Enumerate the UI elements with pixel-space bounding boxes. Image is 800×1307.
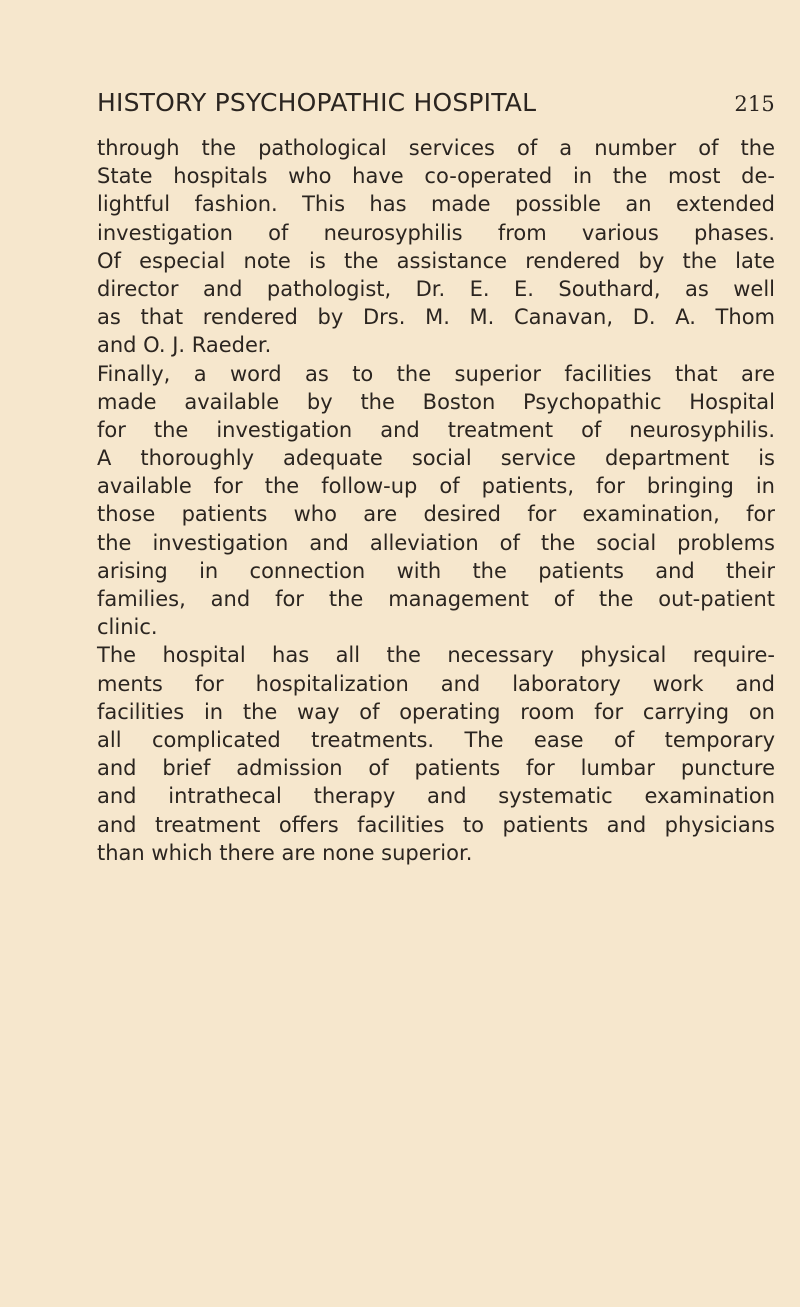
- page-number: 215: [734, 92, 775, 116]
- text-line: and O. J. Raeder.: [97, 333, 272, 358]
- text-line: The hospital has all the necessary physical require-: [97, 643, 775, 668]
- text-line: Finally, a word as to the superior facilities that are: [97, 361, 775, 386]
- text-line: State hospitals who have co-operated in the most de-: [97, 164, 775, 189]
- text-line: lightful fashion. This has made possible an extended: [97, 192, 775, 217]
- paragraph: [97, 641, 775, 867]
- text-line: and treatment offers facilities to patients and physicians: [97, 812, 775, 837]
- text-line: for the investigation and treatment of neurosyphilis.: [97, 417, 775, 442]
- text-line: ments for hospitalization and laboratory work and: [97, 671, 775, 696]
- text-line: families, and for the management of the out-patient: [97, 587, 775, 611]
- paragraph: [97, 134, 775, 360]
- text-line: A thoroughly adequate social service department is: [97, 446, 775, 471]
- text-line: as that rendered by Drs. M. M. Canavan, D. A. Thom: [97, 305, 775, 330]
- paragraph: [97, 360, 775, 642]
- text-line: investigation of neurosyphilis from various phases.: [97, 220, 775, 245]
- text-line: Of especial note is the assistance rendered by the late: [97, 248, 775, 273]
- text-line: the investigation and alleviation of the social problems: [97, 530, 775, 555]
- running-header: [97, 88, 775, 122]
- text-line: and intrathecal therapy and systematic examination: [97, 784, 775, 809]
- text-line: clinic.: [97, 615, 158, 640]
- text-line: available for the follow-up of patients, for bringing in: [97, 474, 775, 499]
- text-line: made available by the Boston Psychopathic Hospital: [97, 389, 775, 414]
- text-line: than which there are none superior.: [97, 840, 473, 865]
- body-text: [97, 134, 775, 867]
- text-line: arising in connection with the patients and their: [97, 558, 775, 583]
- running-title: HISTORY PSYCHOPATHIC HOSPITAL: [97, 88, 537, 117]
- text-line: all complicated treatments. The ease of temporary: [97, 727, 775, 752]
- text-line: and brief admission of patients for lumbar puncture: [97, 756, 775, 781]
- text-line: director and pathologist, Dr. E. E. Southard, as well: [97, 276, 775, 301]
- text-line: those patients who are desired for examination, for: [97, 502, 775, 527]
- text-line: facilities in the way of operating room for carrying on: [97, 699, 775, 724]
- text-line: through the pathological services of a number of the: [97, 136, 775, 160]
